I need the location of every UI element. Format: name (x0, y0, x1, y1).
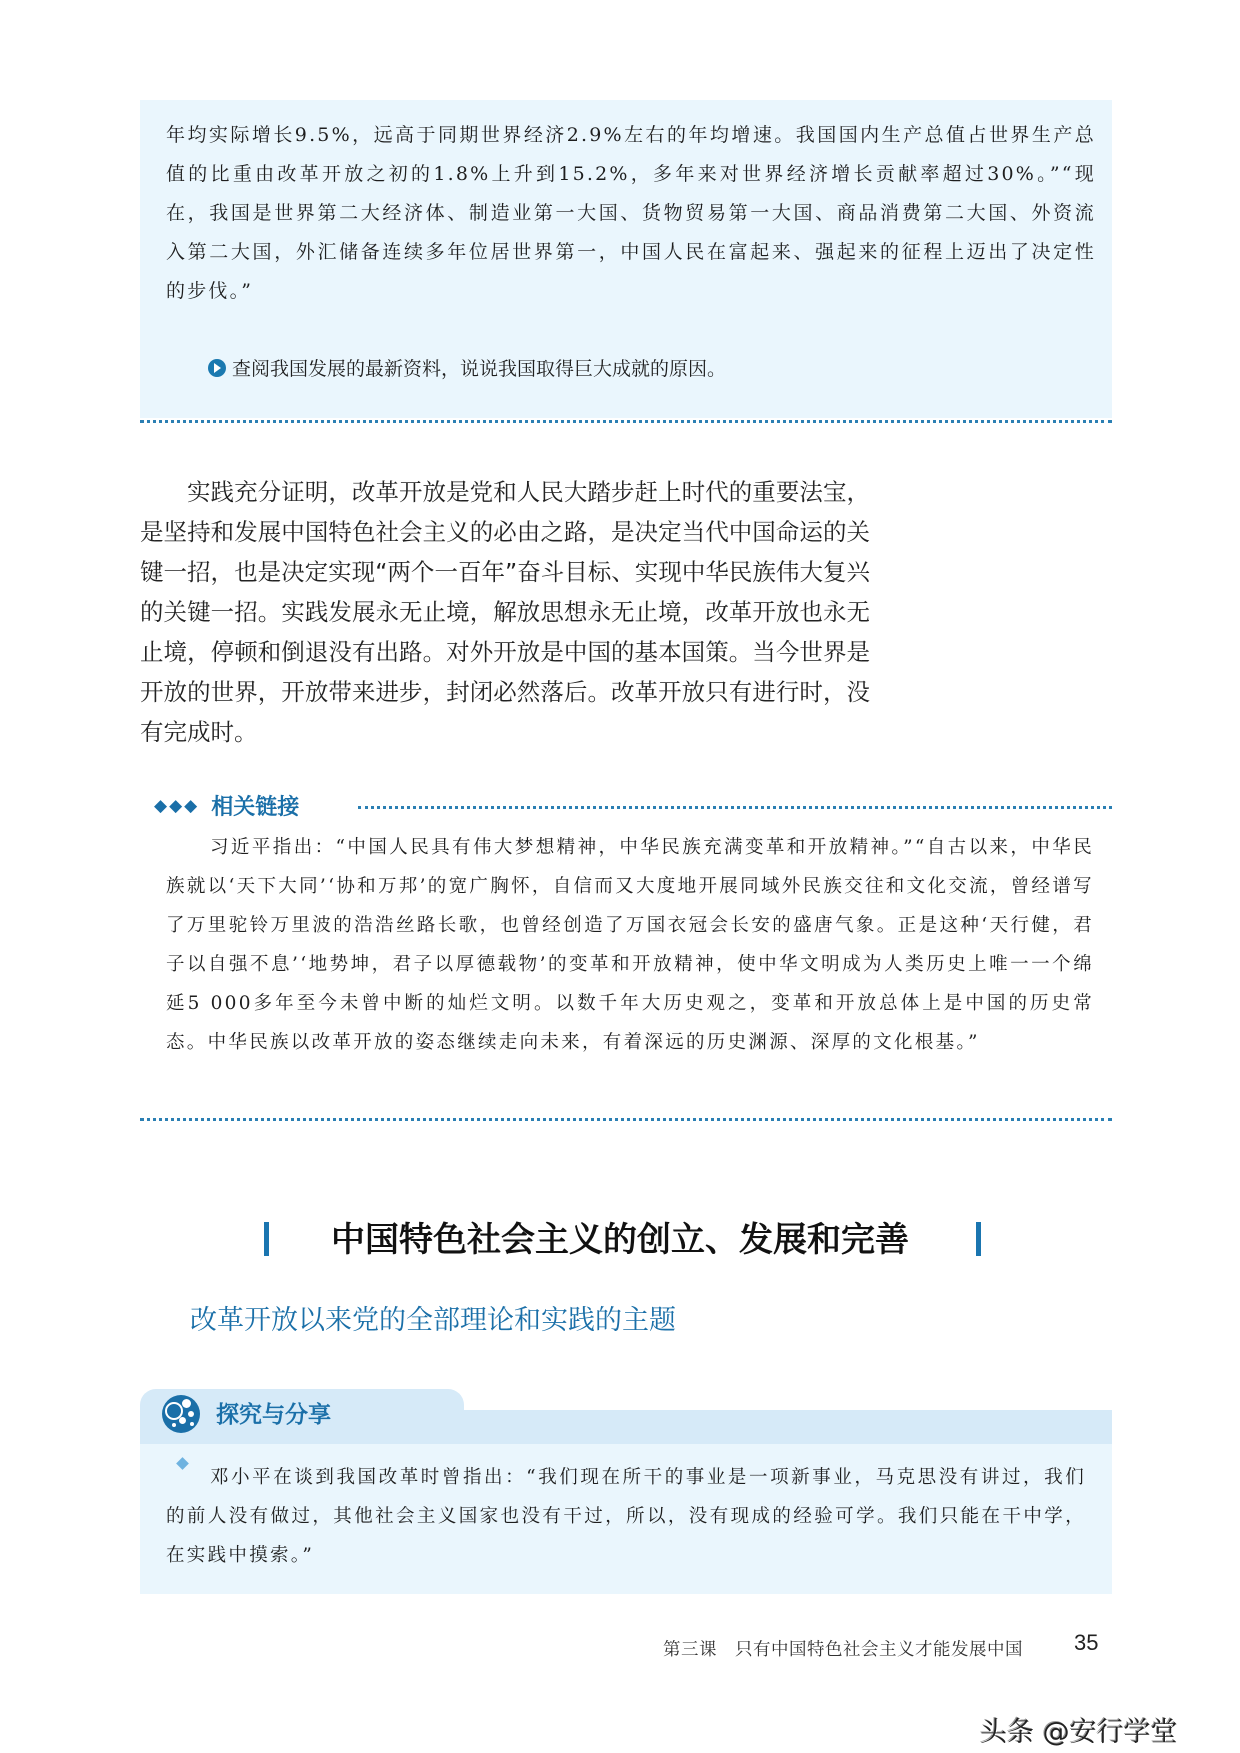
explore-title: 探究与分享 (216, 1402, 331, 1428)
related-link-body (166, 828, 1094, 1062)
quoted-data-text (166, 116, 1096, 311)
quoted-data-paragraph: 年均实际增长9.5%，远高于同期世界经济2.9%左右的年均增速。我国国内生产总值占世界生产总值的比重由改革开放之初的1.8%上升到15.2%，多年来对世界经济增长贡献率超过30%。”“现在，我国是世界第二大经济体、制造业第一大国、货物贸易第一大国、商品消费第二大国、外资流入第二大国，外汇储备连续多年位居世界第一，中国人民在富起来、强起来的征程上迈出了决定性的步伐。” (166, 124, 1096, 302)
section-title: 中国特色社会主义的创立、发展和完善 (331, 1220, 909, 1260)
task-prompt (208, 354, 726, 381)
explore-text (166, 1458, 1086, 1575)
explore-body (140, 1444, 1112, 1594)
explore-paragraph: 邓小平在谈到我国改革时曾指出：“我们现在所干的事业是一项新事业，马克思没有讲过，我们的前人没有做过，其他社会主义国家也没有干过，所以，没有现成的经验可学。我们只能在干中学，在实践中摸索。” (166, 1467, 1086, 1566)
dotted-divider (140, 1118, 1112, 1121)
subsection-title: 改革开放以来党的全部理论和实践的主题 (190, 1305, 676, 1336)
diamond-marker-icon: ◆◆◆ (154, 795, 200, 816)
title-bar-right (976, 1222, 981, 1256)
related-link-header (154, 790, 299, 821)
main-paragraph: 实践充分证明，改革开放是党和人民大踏步赶上时代的重要法宝，是坚持和发展中国特色社会主义的必由之路，是决定当代中国命运的关键一招，也是决定实现“两个一百年”奋斗目标、实现中华民族伟大复兴的关键一招。实践发展永无止境，解放思想永无止境，改革开放也永无止境，停顿和倒退没有出路。对外开放是中国的基本国策。当今世界是开放的世界，开放带来进步，封闭必然落后。改革开放只有进行时，没有完成时。 (140, 478, 870, 746)
play-circle-icon (208, 359, 226, 377)
task-prompt-text: 查阅我国发展的最新资料，说说我国取得巨大成就的原因。 (232, 358, 727, 380)
related-link-title: 相关链接 (211, 795, 300, 820)
explore-share-icon (162, 1395, 200, 1433)
dotted-divider (140, 420, 1112, 423)
dotted-divider (358, 806, 1112, 809)
related-link-paragraph: 习近平指出：“中国人民具有伟大梦想精神，中华民族充满变革和开放精神。”“自古以来，中华民族就以‘天下大同’‘协和万邦’的宽广胸怀，自信而又大度地开展同域外民族交往和文化交流，曾经谱写了万里驼铃万里波的浩浩丝路长歌，也曾经创造了万国衣冠会长安的盛唐气象。正是这种‘天行健，君子以自强不息’‘地势坤，君子以厚德载物’的变革和开放精神，使中华文明成为人类历史上唯一一个绵延5 000多年至今未曾中断的灿烂文明。以数千年大历史观之，变革和开放总体上是中国的历史常态。中华民族以改革开放的姿态继续走向未来，有着深远的历史渊源、深厚的文化根基。” (166, 837, 1094, 1053)
running-footer-title: 第三课 只有中国特色社会主义才能发展中国 (663, 1640, 1023, 1660)
main-body-text (140, 472, 870, 752)
page-number: 35 (1074, 1630, 1099, 1655)
quoted-data-box (140, 100, 1112, 418)
watermark: 头条 @安行学堂 (980, 1717, 1178, 1748)
